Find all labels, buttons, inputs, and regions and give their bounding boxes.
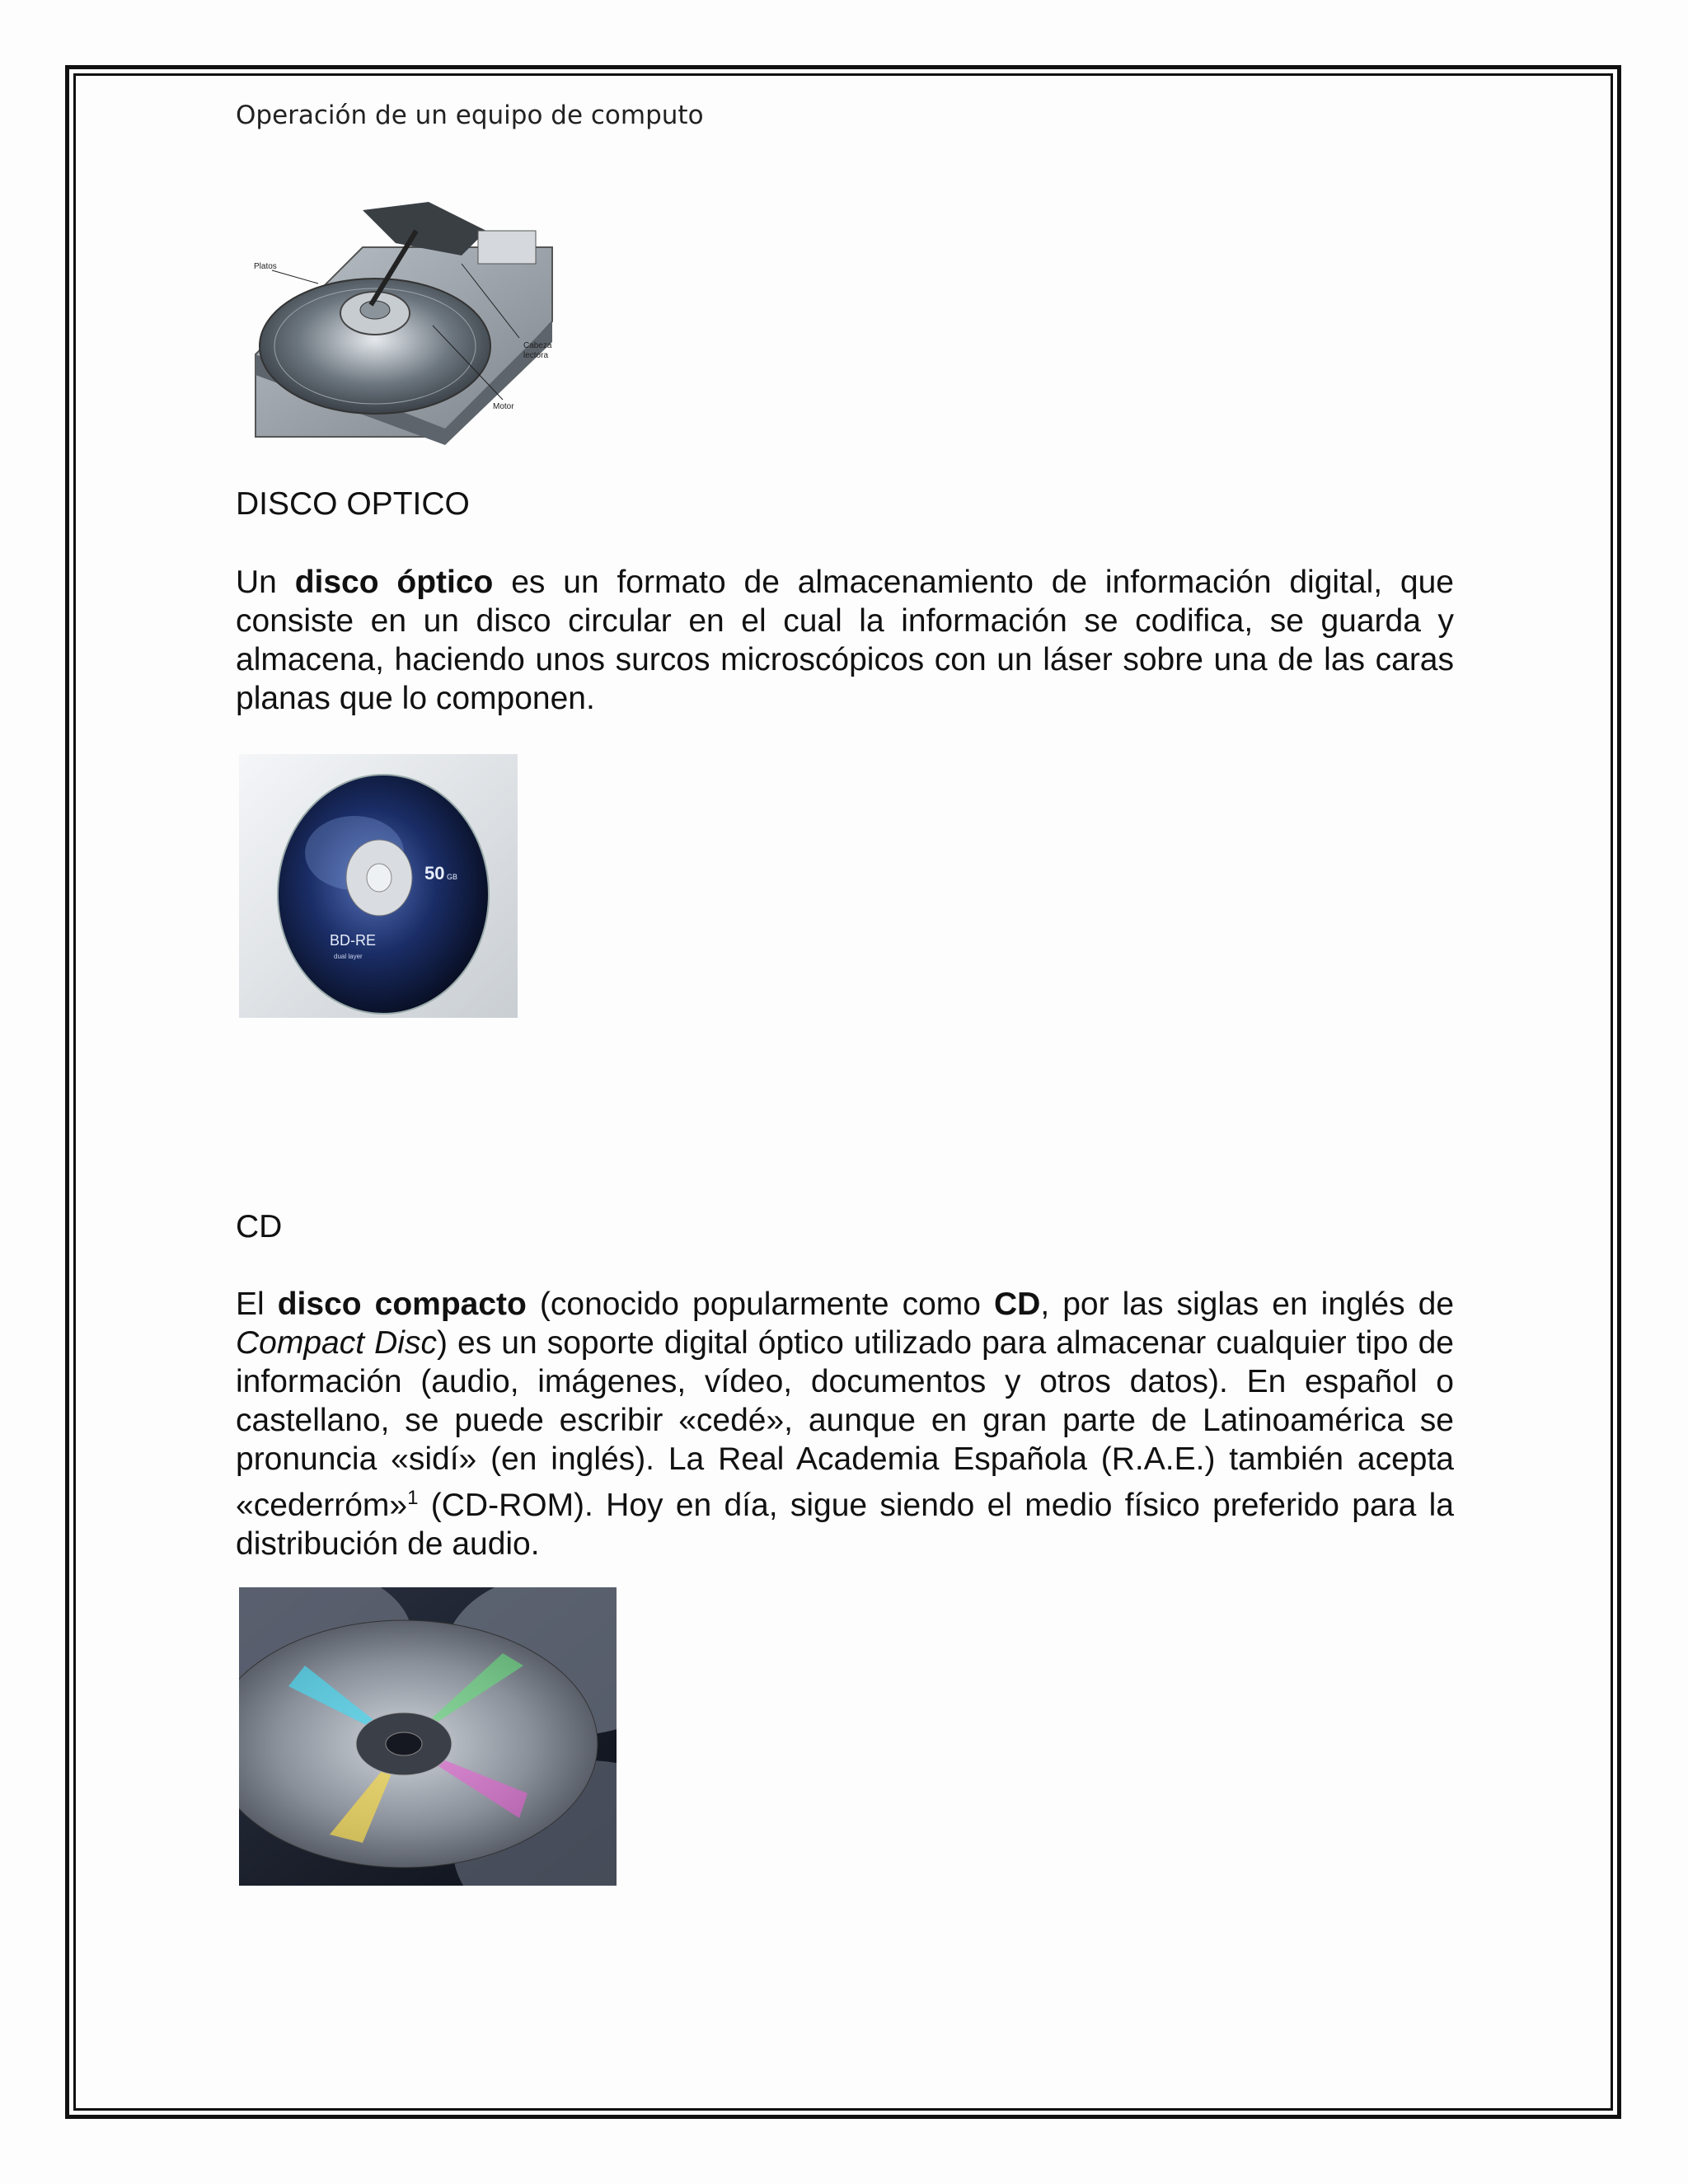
bd-format: BD-RE — [330, 932, 377, 949]
cd-discs-image — [239, 1587, 617, 1886]
hdd-label-platos: Platos — [254, 262, 277, 271]
bluray-disc-image — [239, 754, 518, 1018]
term-compact-disc: Compact Disc — [236, 1325, 437, 1361]
term-cd: CD — [993, 1286, 1041, 1322]
hdd-label-cabeza: Cabeza — [523, 341, 552, 350]
hdd-label-lectora: lectora — [523, 351, 549, 360]
bd-layer: dual layer — [334, 953, 363, 960]
heading-disco-optico: DISCO OPTICO — [236, 486, 470, 522]
paragraph-cd: El disco compacto (conocido popularmente como CD, por las siglas en inglés de Compact Disc) es un soporte digital óptico utilizado para almacenar cualquier tipo de información (audio, imágenes, vídeo, documentos y otros datos). En español o castellano, se puede escribir «cedé», aunque en gran parte de Latinoamérica se pronuncia «sidí» (en inglés). La Real Academia Española (R.A.E.) también acepta «cederróm»$^1$ (CD-ROM). Hoy en día, sigue siendo el medio físico preferido para la distribución de audio. — [236, 1286, 1455, 1562]
bd-capacity: 50 — [424, 863, 445, 883]
term-disco-compacto: disco compacto — [277, 1286, 527, 1322]
paragraph-disco-optico: Un disco óptico es un formato de almacenamiento de información digital, que consiste en un disco circular en el cual la información se codifica, se guarda y almacena, haciendo unos surcos microscópicos con un láser sobre una de las caras planas que lo componen. — [236, 565, 1454, 716]
page-header: Operación de un equipo de computo — [236, 101, 704, 130]
bd-capacity-unit: GB — [447, 873, 458, 881]
hard-disk-image — [239, 198, 569, 445]
hdd-label-motor: Motor — [493, 402, 514, 411]
footnote-ref: 1 — [407, 1487, 419, 1509]
heading-cd: CD — [236, 1209, 283, 1244]
term-disco-optico: disco óptico — [294, 565, 494, 600]
